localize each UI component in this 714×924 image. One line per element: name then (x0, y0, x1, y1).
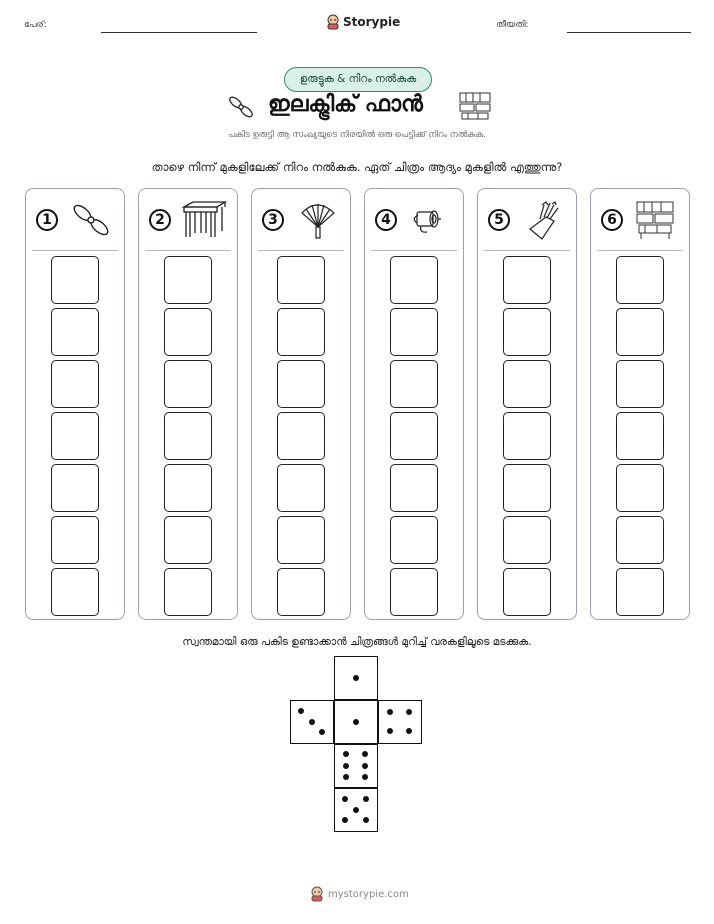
color-box[interactable] (616, 256, 664, 304)
color-box[interactable] (616, 464, 664, 512)
color-box[interactable] (51, 412, 99, 460)
dice-pip (298, 708, 304, 714)
dice-face-5 (334, 788, 378, 832)
name-label: പേര്: (24, 20, 47, 30)
color-box[interactable] (164, 464, 212, 512)
color-box[interactable] (164, 360, 212, 408)
dice-face-1 (334, 656, 378, 700)
color-box[interactable] (390, 516, 438, 564)
column-header (365, 197, 463, 243)
color-box[interactable] (277, 568, 325, 616)
dice-pip (309, 719, 315, 725)
column-header (478, 197, 576, 243)
color-box[interactable] (390, 308, 438, 356)
dice-pip (319, 729, 325, 735)
column-header (26, 197, 124, 243)
dice-pip (362, 774, 368, 780)
date-label: തീയതി: (496, 20, 529, 30)
roll-column-3 (251, 188, 351, 620)
footer (310, 886, 409, 902)
column-number: 4 (375, 209, 397, 231)
hand-fan-icon (294, 199, 340, 241)
color-box[interactable] (51, 256, 99, 304)
color-box[interactable] (164, 308, 212, 356)
dice-face-6 (334, 744, 378, 788)
dice-pip (343, 751, 349, 757)
column-number: 6 (601, 209, 623, 231)
brand-name: Storypie (343, 15, 401, 29)
color-box[interactable] (51, 308, 99, 356)
worksheet-title: ഇലക്ട്രിക് ഫാൻ (268, 92, 423, 117)
shop-title-icon (458, 91, 492, 121)
shop-shelf-icon (633, 199, 679, 241)
roll-column-4 (364, 188, 464, 620)
column-number: 2 (149, 209, 171, 231)
dice-instruction: സ്വന്തമായി ഒരു പകിട ഉണ്ടാക്കാൻ ചിത്രങ്ങൾ മുറിച്ച് വരകളിലൂടെ മടക്കുക. (182, 636, 532, 648)
storypie-mascot-icon (310, 886, 324, 902)
color-box[interactable] (503, 464, 551, 512)
color-box[interactable] (51, 360, 99, 408)
brand-logo (326, 14, 400, 30)
color-box[interactable] (616, 516, 664, 564)
dice-pip (343, 774, 349, 780)
color-box[interactable] (616, 360, 664, 408)
dice-pip (342, 796, 348, 802)
color-box[interactable] (277, 308, 325, 356)
color-box[interactable] (164, 516, 212, 564)
column-header (139, 197, 237, 243)
color-box[interactable] (503, 516, 551, 564)
dice-face-4 (378, 700, 422, 744)
dice-pip (406, 709, 412, 715)
date-line[interactable] (567, 32, 691, 33)
blades-icon (520, 199, 566, 241)
activity-pill: ഉരുട്ടുക & നിറം നൽകുക (284, 67, 432, 92)
worksheet-question: താഴെ നിന്ന് മുകളിലേക്ക് നിറം നൽകുക. ഏത് ചിത്രം ആദ്യം മുകളിൽ എത്തുന്നു? (151, 160, 563, 174)
color-box[interactable] (390, 412, 438, 460)
column-number: 5 (488, 209, 510, 231)
color-box[interactable] (277, 412, 325, 460)
name-line[interactable] (101, 32, 257, 33)
dice-pip (387, 728, 393, 734)
color-box[interactable] (503, 412, 551, 460)
dice-pip (343, 763, 349, 769)
color-box[interactable] (51, 516, 99, 564)
column-divider (32, 250, 118, 251)
color-box[interactable] (390, 464, 438, 512)
roll-column-5 (477, 188, 577, 620)
column-divider (371, 250, 457, 251)
color-box[interactable] (503, 308, 551, 356)
propeller-icon (68, 199, 114, 241)
dice-pip (342, 817, 348, 823)
roll-column-6 (590, 188, 690, 620)
color-box[interactable] (616, 412, 664, 460)
column-number: 1 (36, 209, 58, 231)
column-divider (597, 250, 683, 251)
color-box[interactable] (277, 256, 325, 304)
color-box[interactable] (51, 568, 99, 616)
roll-column-2 (138, 188, 238, 620)
dice-pip (353, 675, 359, 681)
color-box[interactable] (277, 516, 325, 564)
column-number: 3 (262, 209, 284, 231)
roll-column-1 (25, 188, 125, 620)
column-divider (258, 250, 344, 251)
dice-pip (363, 817, 369, 823)
color-box[interactable] (164, 412, 212, 460)
dice-net (290, 656, 426, 836)
color-box[interactable] (616, 568, 664, 616)
color-box[interactable] (164, 568, 212, 616)
dice-pip (387, 709, 393, 715)
color-box[interactable] (503, 256, 551, 304)
storypie-mascot-icon (326, 14, 340, 30)
color-box[interactable] (503, 568, 551, 616)
color-box[interactable] (390, 360, 438, 408)
column-header (591, 197, 689, 243)
column-divider (484, 250, 570, 251)
color-box[interactable] (390, 256, 438, 304)
dice-pip (353, 807, 359, 813)
motor-icon (407, 199, 453, 241)
dice-pip (362, 751, 368, 757)
color-box[interactable] (503, 360, 551, 408)
dice-pip (406, 728, 412, 734)
color-box[interactable] (164, 256, 212, 304)
color-box[interactable] (390, 568, 438, 616)
dice-face-1 (334, 700, 378, 744)
footer-url[interactable]: mystorypie.com (328, 888, 409, 900)
table-icon (181, 199, 227, 241)
color-box[interactable] (277, 464, 325, 512)
color-box[interactable] (616, 308, 664, 356)
dice-pip (362, 763, 368, 769)
worksheet-subtitle: പകിട ഉരുട്ടി ആ സംഖ്യയുടെ നിരയിൽ ഒരു പെട്ടിക്ക് നിറം നൽകുക. (228, 130, 486, 140)
column-divider (145, 250, 231, 251)
color-box[interactable] (277, 360, 325, 408)
propeller-title-icon (226, 93, 256, 121)
dice-pip (363, 796, 369, 802)
dice-pip (353, 719, 359, 725)
color-box[interactable] (51, 464, 99, 512)
column-header (252, 197, 350, 243)
dice-face-3 (290, 700, 334, 744)
